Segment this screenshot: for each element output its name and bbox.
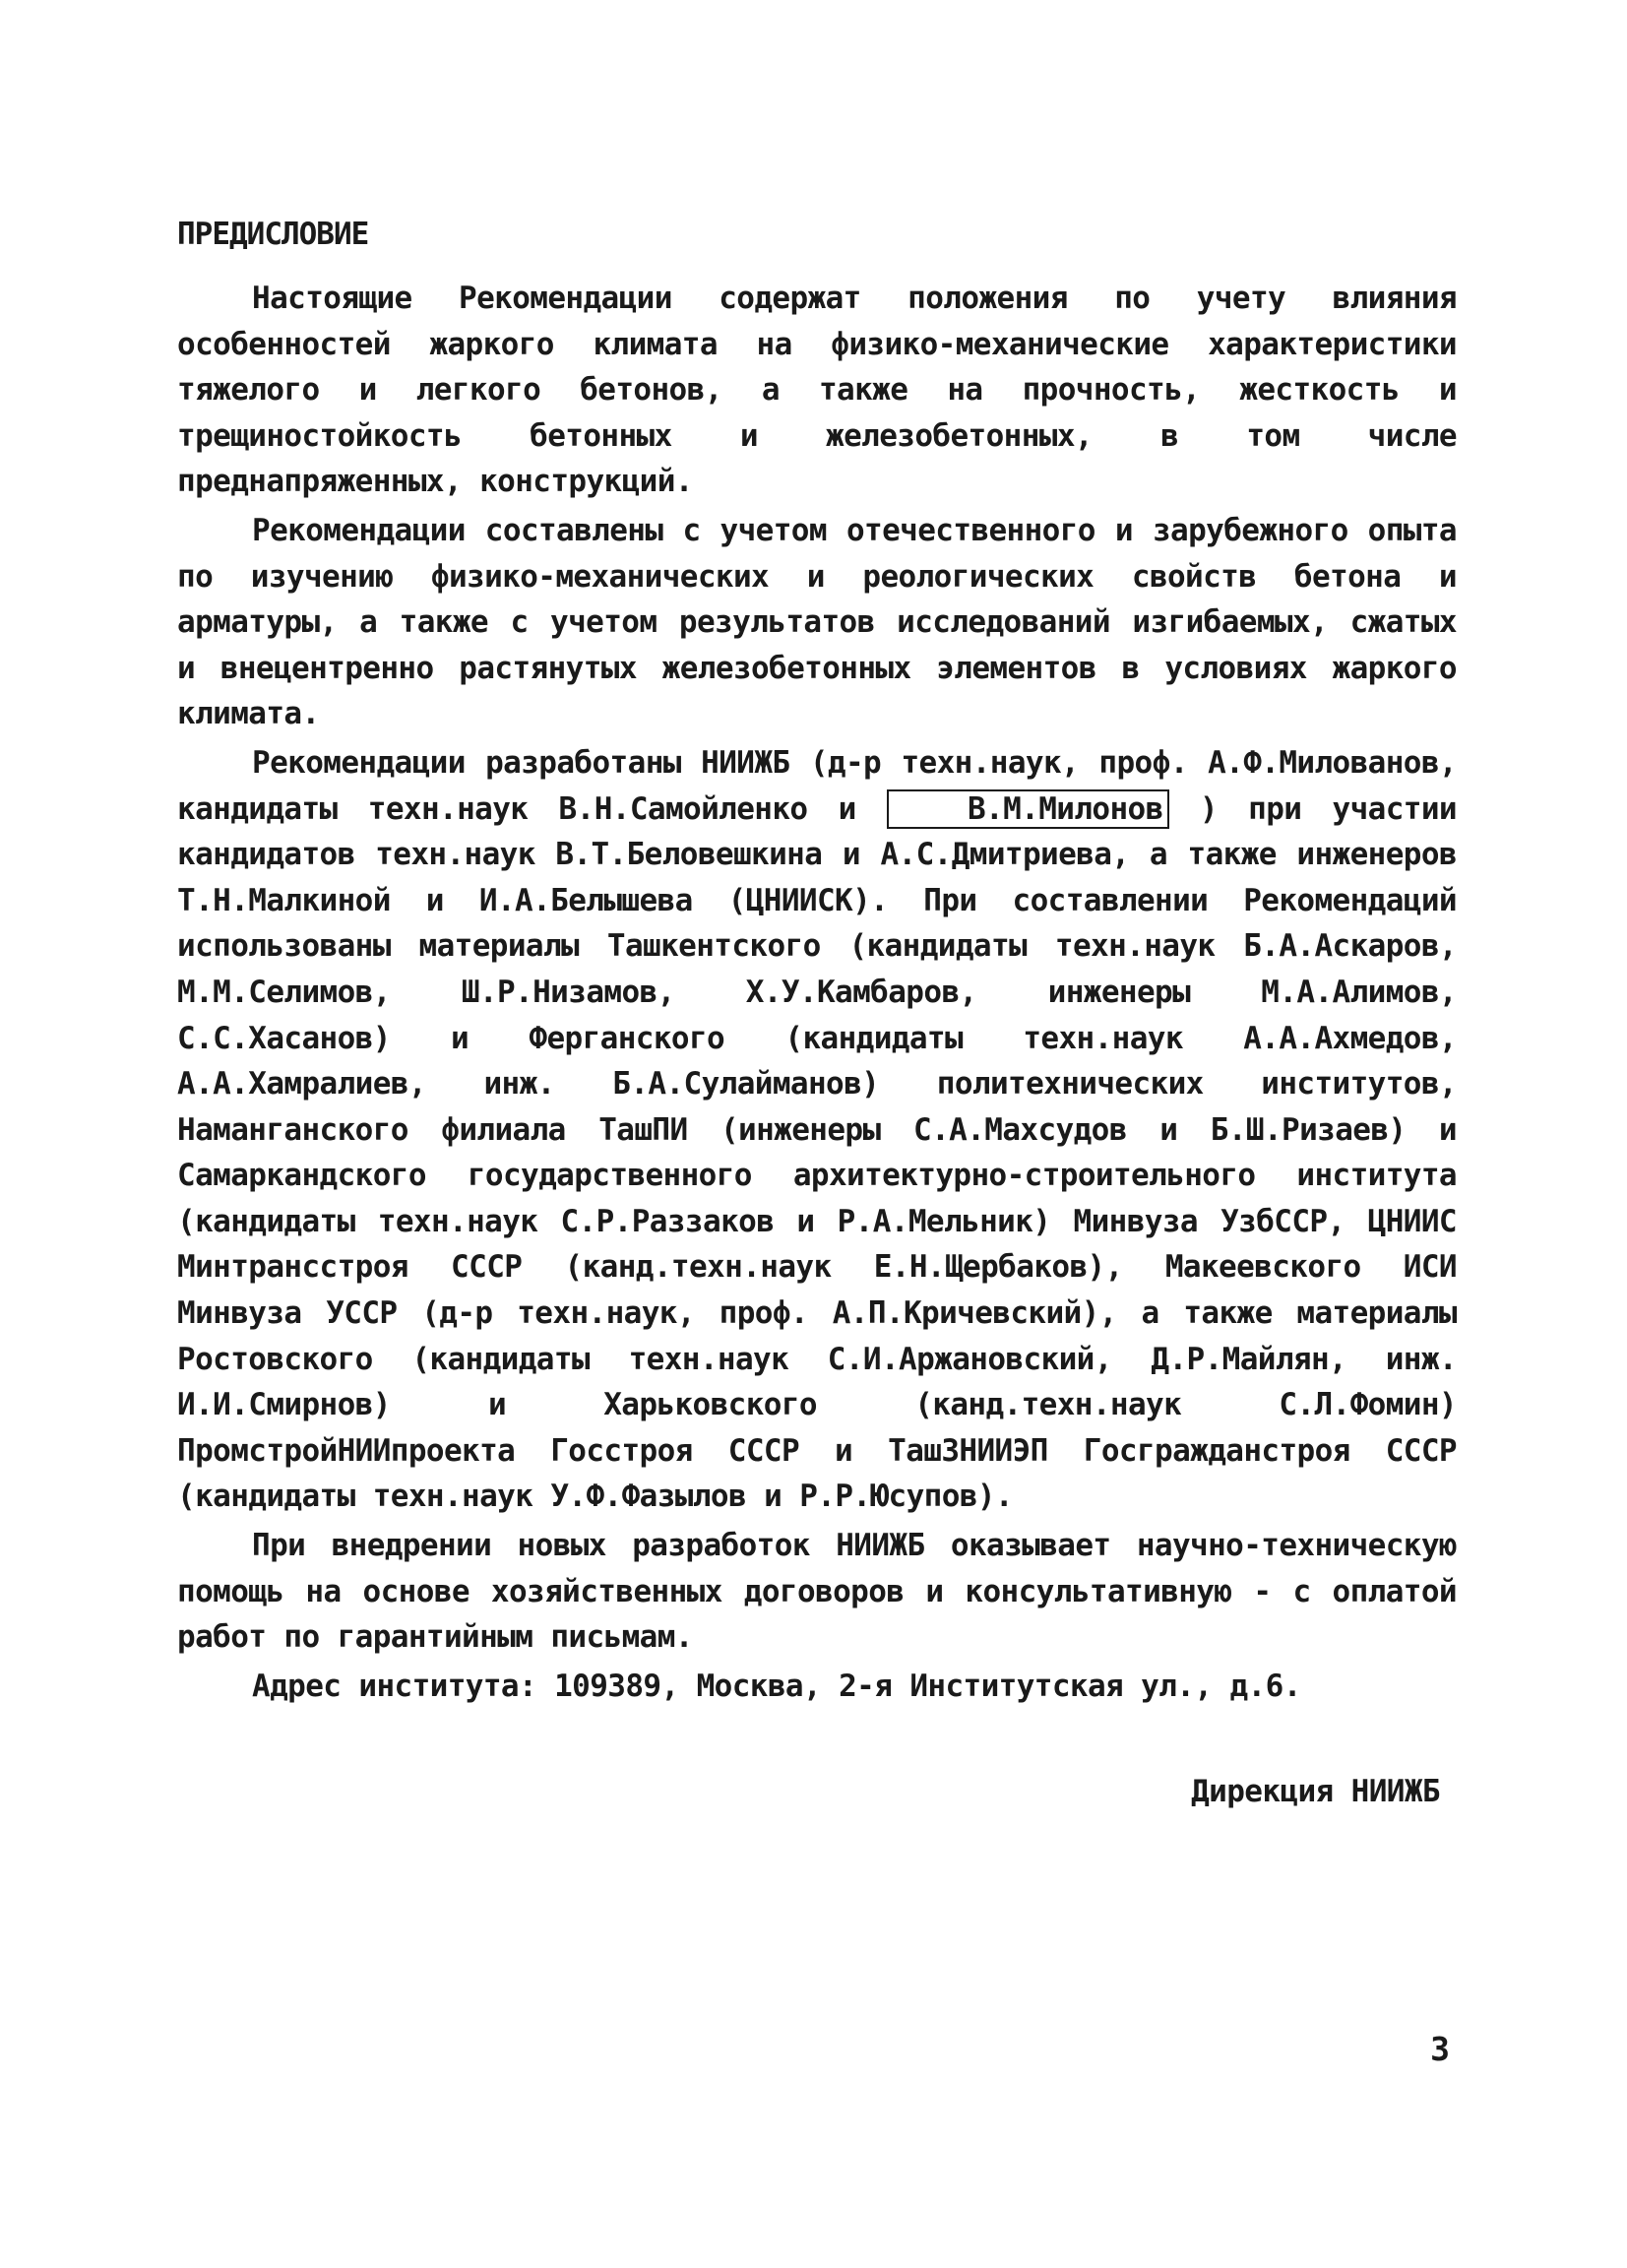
signature: Дирекция НИИЖБ bbox=[1191, 1774, 1440, 1809]
preface-body bbox=[177, 276, 1457, 1709]
authors-text-after: ) при участии кандидатов техн.наук В.Т.Беловешкина и А.С.Дмитриева, а также инженеров Т.Н.Малкиной и И.А.Белышева (ЦНИИСК). При составлении Рекомендаций использованы материалы Ташкентского (кандидаты техн.наук Б.А.Аскаров, М.М.Селимов, Ш.Р.Низамов, Х.У.Камбаров, инженеры М.А.Алимов, С.С.Хасанов) и Ферганского (кандидаты техн.наук А.А.Ахмедов, А.А.Хамралиев, инж. Б.А.Сулайманов) политехнических институтов, Наманганского филиала ТашПИ (инженеры С.А.Махсудов и Б.Ш.Ризаев) и Самаркандского государственного архитектурно-строительного института (кандидаты техн.наук С.Р.Раззаков и Р.А.Мельник) Минвуза УзбССР, ЦНИИС Минтрансстроя СССР (канд.техн.наук Е.Н.Щербаков), Макеевского ИСИ Минвуза УССР (д-р техн.наук, проф. А.П.Кричевский), а также материалы Ростовского (кандидаты техн.наук С.И.Аржановский, Д.Р.Майлян, инж. И.И.Смирнов) и Харьковского (канд.техн.наук С.Л.Фомин) ПромстройНИИпроекта Госстроя СССР и ТашЗНИИЭП Госгражданстроя СССР (кандидаты техн.наук У.Ф.Фазылов и Р.Р.Юсупов). bbox=[177, 790, 1457, 1515]
boxed-author-name: В.М.Милонов bbox=[887, 789, 1169, 829]
page-title: ПРЕДИСЛОВИЕ bbox=[177, 217, 369, 252]
authors-text-before: Рекомендации разработаны НИИЖБ (д-р техн.наук, проф. А.Ф.Милованов, кандидаты техн.наук В.Н.Самойленко и bbox=[177, 744, 1457, 827]
paragraph-assistance: При внедрении новых разработок НИИЖБ оказывает научно-техническую помощь на основе хозяйственных договоров и консультативную - с оплатой работ по гарантийным письмам. bbox=[177, 1528, 1457, 1656]
page-number: 3 bbox=[1430, 2030, 1450, 2068]
paragraph-basis: Рекомендации составлены с учетом отечественного и зарубежного опыта по изучению физико-механических и реологических свойств бетона и арматуры, а также с учетом результатов исследований изгибаемых, сжатых и внецентренно растянутых железобетонных элементов в условиях жаркого климата. bbox=[177, 512, 1457, 732]
paragraph-authors bbox=[177, 740, 1457, 1520]
paragraph-scope: Настоящие Рекомендации содержат положения по учету влияния особенностей жаркого климата на физико-механические характеристики тяжелого и легкого бетонов, а также на прочность, жесткость и трещиностойкость бетонных и железобетонных, в том числе преднапряженных, конструкций. bbox=[177, 281, 1457, 500]
paragraph-address: Адрес института: 109389, Москва, 2-я Институтская ул., д.6. bbox=[252, 1668, 1301, 1704]
